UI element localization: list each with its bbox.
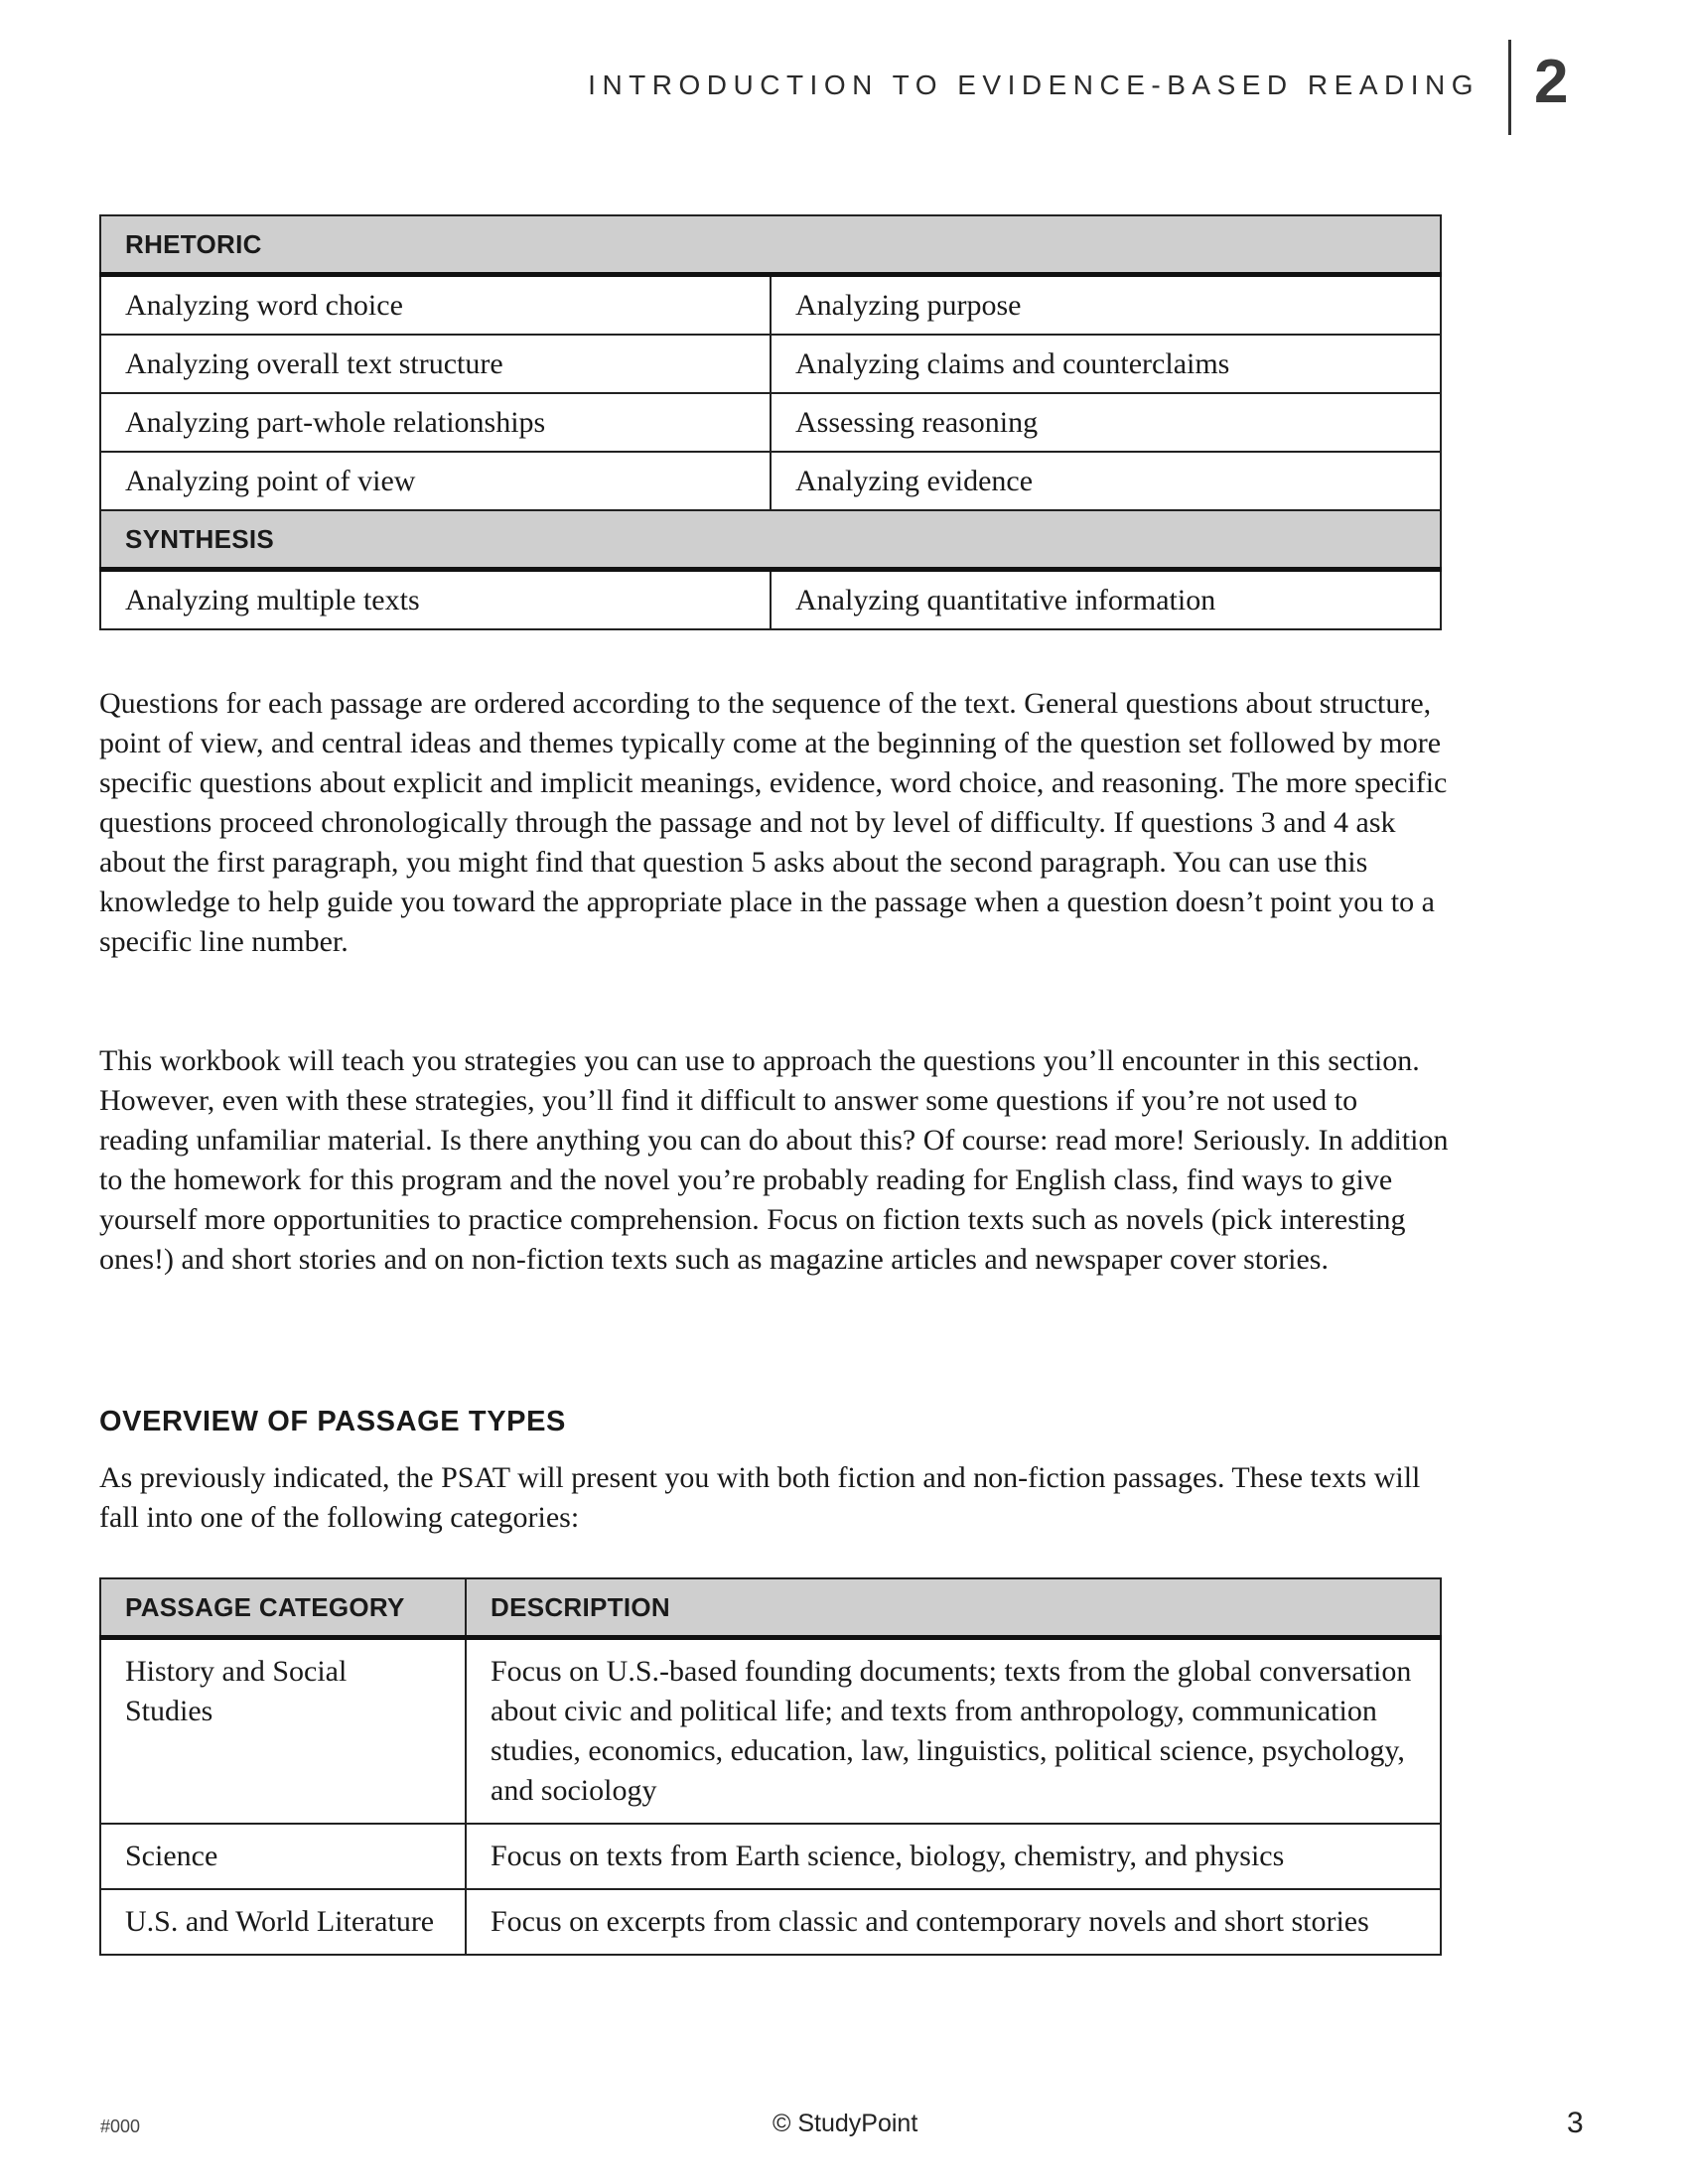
chapter-number: 2 [1534, 48, 1569, 116]
table-row [100, 393, 1441, 452]
passage-types-table [99, 1577, 1442, 1956]
header-divider [1508, 40, 1511, 135]
table-row [100, 570, 1441, 630]
section-heading-synthesis: SYNTHESIS [100, 510, 1441, 570]
table-row [100, 1638, 1441, 1825]
table-cell: Focus on U.S.-based founding documents; texts from the global conversation about civic and political life; and texts from anthropology, communication studies, economics, education, law, linguistics, political science, psychology, and sociology [466, 1638, 1441, 1825]
table-cell: Analyzing point of view [100, 452, 771, 510]
table-cell: Analyzing word choice [100, 275, 771, 336]
table-row [100, 275, 1441, 336]
footer-code: #000 [100, 2116, 141, 2136]
skills-table [99, 214, 1442, 630]
column-header-description: DESCRIPTION [466, 1578, 1441, 1638]
table-row [100, 1889, 1441, 1955]
section-heading-overview: OVERVIEW OF PASSAGE TYPES [99, 1406, 566, 1437]
table-section-header [100, 215, 1441, 275]
chapter-title: INTRODUCTION TO EVIDENCE-BASED READING [588, 69, 1479, 100]
table-cell: Focus on texts from Earth science, biology, chemistry, and physics [466, 1824, 1441, 1889]
body-paragraph: This workbook will teach you strategies you can use to approach the questions you’ll encounter in this section. However, even with these strategies, you’ll find it difficult to answer some questions if you’re not used to reading unfamiliar material. Is there anything you can do about this? Of course: read more! Seriously. In addition to the homework for this program and the novel you’re probably reading for English class, find ways to give yourself more opportunities to practice comprehension. Focus on fiction texts such as novels (pick interesting ones!) and short stories and on non-fiction texts such as magazine articles and newspaper cover stories. [99, 1044, 1449, 1276]
table-cell: U.S. and World Literature [100, 1889, 466, 1955]
table-cell: Assessing reasoning [771, 393, 1441, 452]
column-header-category: PASSAGE CATEGORY [100, 1578, 466, 1638]
section-heading-rhetoric: RHETORIC [100, 215, 1441, 275]
table-cell: Analyzing multiple texts [100, 570, 771, 630]
table-section-header [100, 510, 1441, 570]
table-row [100, 452, 1441, 510]
table-cell: Analyzing purpose [771, 275, 1441, 336]
table-cell: Analyzing quantitative information [771, 570, 1441, 630]
overview-intro-paragraph: As previously indicated, the PSAT will present you with both fiction and non-fiction passages. These texts will fall into one of the following categories: [99, 1461, 1421, 1534]
table-header-row [100, 1578, 1441, 1638]
table-cell: Analyzing part-whole relationships [100, 393, 771, 452]
table-cell: Analyzing evidence [771, 452, 1441, 510]
table-row [100, 335, 1441, 393]
table-cell: Analyzing overall text structure [100, 335, 771, 393]
footer-copyright: © StudyPoint [773, 2110, 918, 2137]
table-cell: History and Social Studies [100, 1638, 466, 1825]
table-row [100, 1824, 1441, 1889]
body-paragraph: Questions for each passage are ordered according to the sequence of the text. General questions about structure, point of view, and central ideas and themes typically come at the beginning of the question set followed by more specific questions about explicit and implicit meanings, evidence, word choice, and reasoning. The more specific questions proceed chronologically through the passage and not by level of difficulty. If questions 3 and 4 ask about the first paragraph, you might find that question 5 asks about the second paragraph. You can use this knowledge to help guide you toward the appropriate place in the passage when a question doesn’t point you to a specific line number. [99, 687, 1448, 958]
table-cell: Science [100, 1824, 466, 1889]
page-number: 3 [1567, 2107, 1584, 2139]
table-cell: Analyzing claims and counterclaims [771, 335, 1441, 393]
table-cell: Focus on excerpts from classic and contemporary novels and short stories [466, 1889, 1441, 1955]
